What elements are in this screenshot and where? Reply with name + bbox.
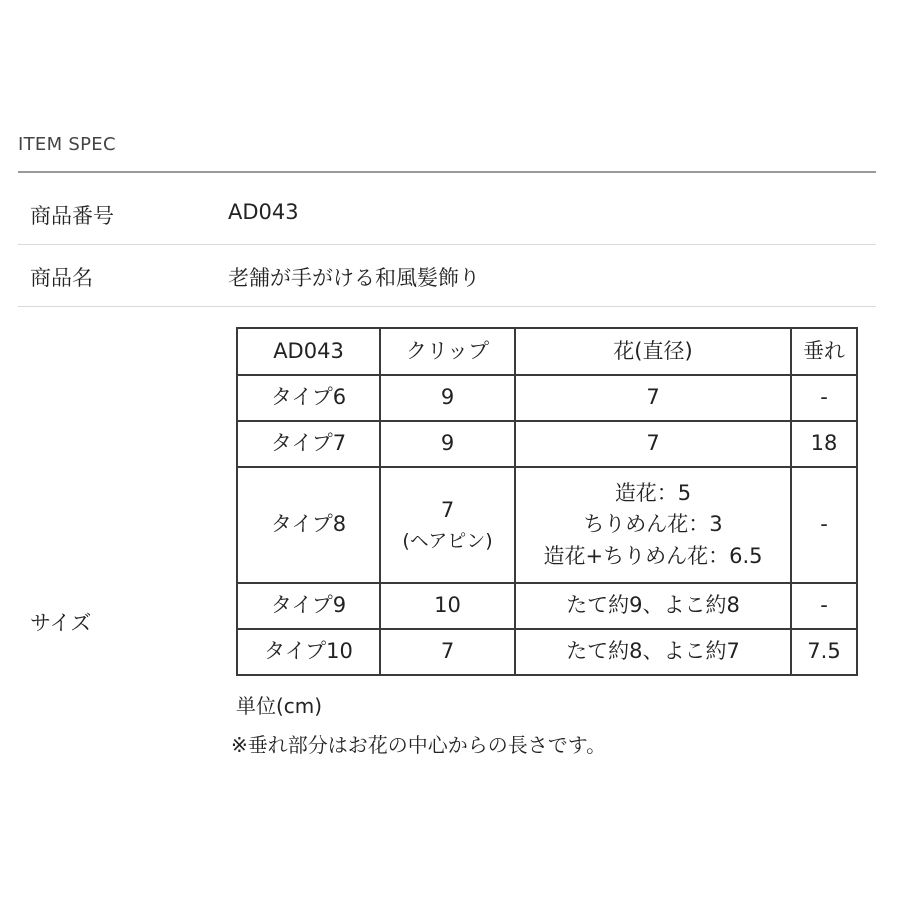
clip-value: 7 [440,498,455,522]
cell-clip [380,467,515,583]
cell-drop: - [791,583,857,629]
clip-note: (ヘアピン) [402,529,493,552]
flower-line: 造花：5 [614,480,692,505]
cell-type: タイプ9 [237,583,380,629]
flower-line: ちりめん花：3 [583,512,723,537]
table-row [237,583,857,629]
table-row [237,467,857,583]
cell-flower [515,467,791,583]
size-label: サイズ [30,611,92,635]
drop-length-note: ※垂れ部分はお花の中心からの長さです。 [231,733,607,757]
row-divider [18,244,876,245]
cell-drop: 7.5 [791,629,857,675]
product-code-value: AD043 [228,200,299,224]
row-divider [18,306,876,307]
cell-flower: 7 [515,421,791,467]
cell-type: タイプ10 [237,629,380,675]
unit-note: 単位(cm) [236,694,323,718]
heading-rule [18,171,876,173]
size-table [236,327,858,676]
cell-type: タイプ7 [237,421,380,467]
cell-flower: たて約9、よこ約8 [515,583,791,629]
table-row [237,421,857,467]
cell-clip: 10 [380,583,515,629]
product-name-value: 老舗が手がける和風髪飾り [228,266,480,290]
cell-clip: 9 [380,421,515,467]
cell-flower: たて約8、よこ約7 [515,629,791,675]
product-name-label: 商品名 [30,266,93,290]
header-drop: 垂れ [791,328,857,375]
cell-drop: 18 [791,421,857,467]
cell-flower: 7 [515,375,791,421]
product-code-label: 商品番号 [30,204,114,228]
header-flower: 花(直径) [515,328,791,375]
spec-heading: ITEM SPEC [18,134,116,155]
cell-clip: 9 [380,375,515,421]
cell-type: タイプ8 [237,467,380,583]
cell-drop: - [791,467,857,583]
header-model: AD043 [237,328,380,375]
table-header-row [237,328,857,375]
flower-line: 造花+ちりめん花：6.5 [543,543,763,568]
table-row [237,629,857,675]
cell-clip: 7 [380,629,515,675]
header-clip: クリップ [380,328,515,375]
cell-type: タイプ6 [237,375,380,421]
cell-drop: - [791,375,857,421]
table-row [237,375,857,421]
